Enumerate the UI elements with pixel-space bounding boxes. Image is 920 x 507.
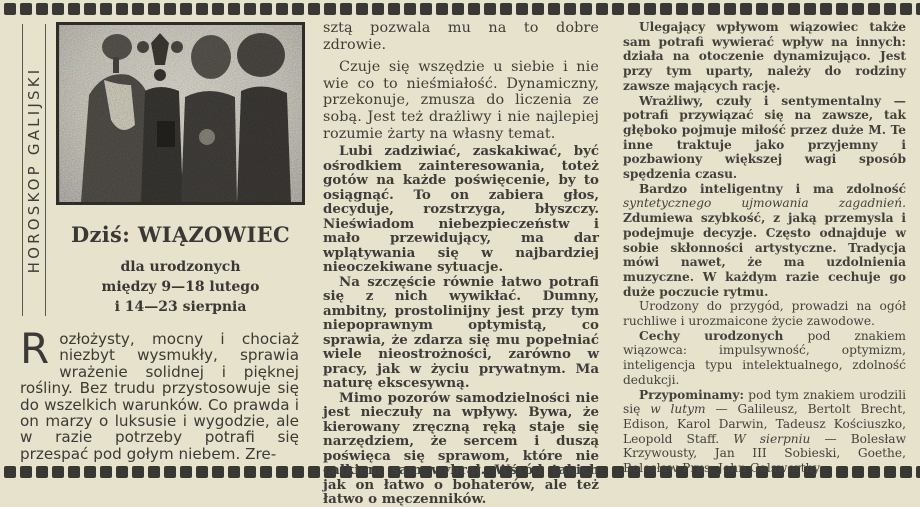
border-dash — [132, 3, 144, 15]
border-dash — [884, 3, 896, 15]
border-dash — [132, 466, 144, 478]
subtitle-line: i 14—23 sierpnia — [114, 299, 247, 315]
paragraph: ozłożysty, mocny i chociaż niezbyt wysmukły, sprawia wrażenie solidnej i pięknej rośliny. Bez trudu przystosowuje się do wszelkich warunków. Co prawda i on marzy o luksusie i wygodzie, ale w razie potrzeby potrafi się przespać pod gołym niebem. Zre- — [20, 330, 299, 463]
border-dash — [148, 3, 160, 15]
article-column-2 — [323, 20, 599, 507]
text-span: Bardzo inteligentny i ma zdolność — [639, 181, 906, 196]
border-dash — [516, 3, 528, 15]
border-dash — [244, 3, 256, 15]
border-dash — [4, 3, 16, 15]
border-dash — [532, 3, 544, 15]
border-dash — [676, 3, 688, 15]
paragraph: Ulegający wpływom wiązowiec także sam potrafi wywierać wpływ na innych: działa na otoczenie dynamizująco. Jest przy tym uparty, należy do rodziny zawsze mających rację. — [623, 20, 906, 93]
figures-engraving-icon — [59, 25, 302, 202]
border-dash — [20, 3, 32, 15]
border-dash — [180, 3, 192, 15]
border-dash — [244, 466, 256, 478]
border-dash — [692, 3, 704, 15]
article-column-3 — [623, 20, 906, 476]
border-dash — [100, 466, 112, 478]
border-dash — [292, 466, 304, 478]
border-dash — [484, 3, 496, 15]
italic-span: syntetycznego ujmowania zagadnień. — [623, 196, 906, 211]
border-dash — [724, 3, 736, 15]
subtitle-line: dla urodzonych — [120, 259, 241, 275]
border-dash — [820, 3, 832, 15]
border-dash — [612, 3, 624, 15]
border-dash — [596, 3, 608, 15]
border-dash — [260, 3, 272, 15]
border-dash — [100, 3, 112, 15]
border-dash — [580, 3, 592, 15]
border-dash — [500, 3, 512, 15]
illustration-four-figures — [56, 22, 305, 205]
article-column-1 — [20, 324, 299, 463]
border-dash — [756, 3, 768, 15]
paragraph: Wrażliwy, czuły i sentymentalny — potrafi przywiązać się na zawsze, tak głęboko pojmuje miłość przez duże M. Te inne traktuje jako przyjemny i pozbawiony większej wagi sposób spędzenia czasu. — [623, 93, 906, 182]
paragraph: Czuje się wszędzie u siebie i nie wie co to nieśmiałość. Dynamiczny, przekonuje, zmusza do liczenia ze sobą. Jest też drażliwy i nie najlepiej rozumie żarty na własny temat. — [323, 59, 599, 142]
border-dash — [20, 466, 32, 478]
border-dash — [308, 3, 320, 15]
border-dash — [116, 466, 128, 478]
border-dash — [36, 3, 48, 15]
border-dash — [212, 466, 224, 478]
paragraph: Na szczęście równie łatwo potrafi się z nich wywikłać. Dumny, ambitny, prostolinijny jest przy tym niepoprawnym optymistą, co sprawia, że zdarza się mu popełniać wiele nieostrożności, zarówno w pracy, jak w życiu prywatnym. Ma naturę ekscesywną. — [323, 273, 599, 392]
border-dash — [772, 3, 784, 15]
horoscope-subtitle — [56, 257, 305, 317]
paragraph — [623, 182, 906, 300]
border-dash — [4, 466, 16, 478]
border-dash — [116, 3, 128, 15]
border-dash — [804, 3, 816, 15]
border-dash — [196, 466, 208, 478]
border-dash — [740, 3, 752, 15]
border-dash — [84, 3, 96, 15]
border-dash — [900, 3, 912, 15]
text-span: — Bolesław Krzywousty, Jan III Sobieski, Goethe, Bolesław Prus, John Galsworthy. — [623, 431, 906, 476]
border-dash — [292, 3, 304, 15]
border-dash — [404, 3, 416, 15]
border-dash — [68, 3, 80, 15]
italic-span: W sierpniu — [733, 431, 811, 446]
border-dash — [708, 3, 720, 15]
border-dash — [644, 3, 656, 15]
border-dash — [276, 3, 288, 15]
border-dash — [340, 3, 352, 15]
border-dash — [260, 466, 272, 478]
border-dash — [372, 3, 384, 15]
border-dash — [308, 466, 320, 478]
drop-cap: R — [20, 324, 50, 373]
border-dash — [420, 3, 432, 15]
section-label-text: HOROSKOP GALIJSKI — [25, 66, 43, 274]
paragraph: Lubi zadziwiać, zaskakiwać, być ośrodkiem zainteresowania, toteż gotów na każde poświęcenie, by to osiągnąć. To on zabiera głos, decyduje, rozstrzyga, błyszczy. Nieświadom niebezpieczeństw i mało przewidujący, ma dar wplątywania się w najbardziej nieoczekiwane sytuacje. — [323, 143, 599, 276]
border-dash — [228, 466, 240, 478]
paragraph — [623, 388, 906, 476]
border-dash — [660, 3, 672, 15]
text-span: Zdumiewa szybkość, z jaką przemysla i podejmuje decyzje. Często odnajduje w sobie skłonności artystyczne. Tradycja mówi nawet, że ma uzdolnienia muzyczne. W każdym razie cechuje go duże poczucie rytmu. — [623, 211, 906, 299]
paragraph — [623, 329, 906, 388]
border-dash — [52, 3, 64, 15]
border-dash — [68, 466, 80, 478]
paragraph: Urodzony do przygód, prowadzi na ogół ruchliwe i urozmaicone życie zawodowe. — [623, 299, 906, 329]
border-dash — [180, 466, 192, 478]
border-dash — [452, 3, 464, 15]
text-span: pod znakiem wiązowca: impulsywność, optymizm, inteligencja typu intelektualnego, zdolność dedukcji. — [623, 328, 906, 387]
border-dash — [356, 3, 368, 15]
text-span: pod tym znakiem urodzili się — [623, 387, 906, 417]
border-dash — [84, 466, 96, 478]
subtitle-line: między 9—18 lutego — [101, 279, 260, 295]
border-dash — [436, 3, 448, 15]
border-dash — [852, 3, 864, 15]
border-dash — [228, 3, 240, 15]
border-dash — [836, 3, 848, 15]
border-dash — [196, 3, 208, 15]
border-dash — [564, 3, 576, 15]
border-dash — [324, 3, 336, 15]
border-dash — [916, 466, 920, 478]
section-label — [22, 24, 46, 316]
border-dash — [164, 466, 176, 478]
bold-span: Cechy urodzonych — [639, 328, 784, 343]
border-dash — [628, 3, 640, 15]
border-dash — [548, 3, 560, 15]
border-dash — [164, 3, 176, 15]
border-dash — [916, 3, 920, 15]
border-dash — [868, 3, 880, 15]
border-dash — [388, 3, 400, 15]
italic-span: w lutym — [650, 402, 706, 417]
paragraph: Mimo pozorów samodzielności nie jest nieczuły na wpływy. Bywa, że kierowany zręczną ręką staje się narzędziem, że sercem i duszą poświęca się sprawom, które nie całkiem sam wybrał. Wśród takich jak on łatwo o bohaterów, ale też łatwo o męczenników. — [323, 389, 599, 507]
horoscope-title: Dziś: WIĄZOWIEC — [71, 222, 290, 247]
border-dash — [212, 3, 224, 15]
paragraph: sztą pozwala mu na to dobre zdrowie. — [323, 20, 599, 53]
border-dash — [36, 466, 48, 478]
text-span: — Galileusz, Bertolt Brecht, Edison, Karol Darwin, Tadeusz Kościuszko, Leopold Staff. — [623, 402, 906, 446]
border-dash — [276, 466, 288, 478]
border-dash — [468, 3, 480, 15]
border-dash — [788, 3, 800, 15]
top-dashed-border — [0, 3, 920, 15]
bold-span: Przypominamy: — [639, 387, 744, 402]
border-dash — [52, 466, 64, 478]
border-dash — [148, 466, 160, 478]
